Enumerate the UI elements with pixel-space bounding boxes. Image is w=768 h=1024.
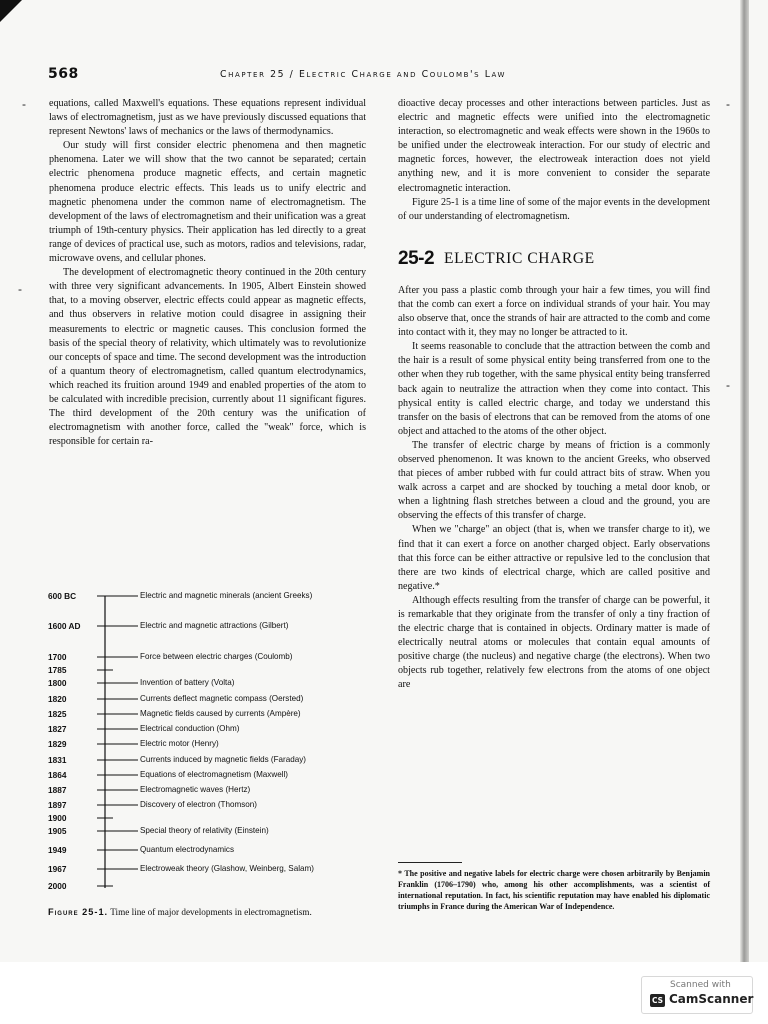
timeline-event: Electroweak theory (Glashow, Weinberg, Salam) <box>140 864 314 873</box>
timeline-year: 600 BC <box>48 591 77 601</box>
timeline-year: 1905 <box>48 826 67 836</box>
timeline-year: 1967 <box>48 864 67 874</box>
timeline-year: 1864 <box>48 770 67 780</box>
right-paragraph: Figure 25-1 is a time line of some of the major events in the development of our understanding of electromagnetism. <box>398 196 710 222</box>
watermark-caption: Scanned with <box>670 980 731 990</box>
left-paragraph: Our study will first consider electric phenomena and then magnetic phenomena. Later we will show that the two cannot be separated; certain electric phenomena produce magnetic effects, and certain magnetic phenomena produce electric effects. This leads us to unify electric and magnetic phenomena under the common name of electromagnetism. The development of the laws of electromagnetism and their unification was a great triumph of 19th-century physics. Their application has led directly to a great range of devices of practical use, such as motors, radios and televisions, radar, microwave ovens, and cellular phones. <box>49 140 366 265</box>
timeline-event: Electric motor (Henry) <box>140 739 219 748</box>
timeline-event: Electromagnetic waves (Hertz) <box>140 785 251 794</box>
margin-mark: - <box>22 97 26 111</box>
figure-caption-text: Time line of major developments in electromagnetism. <box>110 907 312 917</box>
section-title: ELECTRIC CHARGE <box>444 249 595 267</box>
timeline-event: Currents deflect magnetic compass (Oersted) <box>140 694 304 703</box>
timeline-year: 1949 <box>48 845 67 855</box>
scan-corner-shadow <box>0 0 22 22</box>
timeline-year: 1600 AD <box>48 621 81 631</box>
timeline-year: 1825 <box>48 709 67 719</box>
timeline-event: Equations of electromagnetism (Maxwell) <box>140 770 288 779</box>
timeline-event: Force between electric charges (Coulomb) <box>140 652 293 661</box>
page-number: 568 <box>48 66 79 82</box>
page-edge-shadow <box>740 0 749 962</box>
timeline-year: 1827 <box>48 724 67 734</box>
timeline-year: 1900 <box>48 813 67 823</box>
section-heading <box>398 247 710 271</box>
timeline-year: 1829 <box>48 739 67 749</box>
timeline-event: Discovery of electron (Thomson) <box>140 800 257 809</box>
running-head: Chapter 25 / Electric Charge and Coulomb's Law <box>220 69 507 80</box>
timeline-year: 1800 <box>48 678 67 688</box>
figure-caption <box>48 906 366 919</box>
footnote: * The positive and negative labels for electric charge were chosen arbitrarily by Benjamin Franklin (1706–1790) who, among his other accomplishments, was a scientist of international reputation. In fact, his scientific reputation may have enabled his diplomatic triumphs in France during the American War of Independence. <box>398 869 710 912</box>
camscanner-logo-icon: CS <box>651 996 664 1005</box>
timeline-year: 1820 <box>48 694 67 704</box>
right-paragraph: The transfer of electric charge by means of friction is a commonly observed phenomenon. It was known to the ancient Greeks, who observed that pieces of amber rubbed with fur could attract bits of straw. When you walk across a carpet and are shocked by touching a metal door knob, or when a lightning flash stretches between a cloud and the ground, you are observing the effects of this transfer of charge. <box>398 439 710 522</box>
timeline-event: Invention of battery (Volta) <box>140 678 235 687</box>
left-paragraph: equations, called Maxwell's equations. These equations represent individual laws of electromagnetism, just as we have previously discussed equations that represent Newtons' laws of mechanics or the laws of thermodynamics. <box>49 98 366 138</box>
timeline-year: 1831 <box>48 755 67 765</box>
timeline-year: 2000 <box>48 881 67 891</box>
timeline-event: Quantum electrodynamics <box>140 845 235 854</box>
timeline-event: Magnetic fields caused by currents (Ampère) <box>140 709 301 718</box>
left-column <box>49 97 366 449</box>
timeline-event: Electric and magnetic attractions (Gilbert) <box>140 621 289 630</box>
timeline-event: Electrical conduction (Ohm) <box>140 724 240 733</box>
footnote-rule <box>398 862 462 863</box>
left-paragraph: The development of electromagnetic theory continued in the 20th century with three very significant advancements. In 1905, Albert Einstein showed that, to a moving observer, electric effects could appear as magnetic effects, and thus observers in relative motion could disagree in assigning their measurements to electric or magnetic causes. This conclusion formed the basis of the special theory of relativity, which ultimately was to revolutionize our concepts of space and time. The second development was the introduction of a quantum theory of electromagnetism, called quantum electrodynamics, which reached its fruition around 1949 and enabled properties of the atom to be calculated with incredible precision, currently about 11 significant figures. The third development of the 20th century was the unification of electromagnetism with another force, called the "weak" force, which is responsible for certain ra- <box>49 267 366 448</box>
right-paragraph: dioactive decay processes and other interactions between particles. Just as electric and magnetic effects were unified into the electromagnetic interaction, so electromagnetic and weak effects were shown in the 1960s to be unified under the electroweak interaction. For our study of electric and magnetic forces, however, the electroweak interaction does not yield anything new, and it is more convenient to consider the separate electromagnetic interaction. <box>398 98 710 194</box>
right-paragraph: When we "charge" an object (that is, when we transfer charge to it), we find that it can exert a force on another charged object. Early observations that this force can be either attractive or repulsive led to the conclusion that there are two kinds of electrical charge, which are called positive and negative.* <box>398 524 710 592</box>
right-paragraph: Although effects resulting from the transfer of charge can be powerful, it is remarkable that they originate from the transfer of only a tiny fraction of the electric charge that is contained in objects. Ordinary matter is made of electrically neutral atoms or molecules that contain equal amounts of positive charge (the nucleus) and negative charge (the electrons). When two objects rub together, relatively few electrons from the atoms of one object are <box>398 594 710 691</box>
margin-mark: - <box>726 97 730 111</box>
camscanner-watermark <box>641 976 753 1014</box>
margin-mark: - <box>18 282 22 296</box>
timeline-year: 1897 <box>48 800 67 810</box>
timeline-event: Special theory of relativity (Einstein) <box>140 826 269 835</box>
watermark-brand: CamScanner <box>669 992 754 1006</box>
margin-mark: - <box>726 378 730 392</box>
timeline-figure <box>48 588 378 898</box>
section-number: 25-2 <box>398 247 435 269</box>
right-paragraph: It seems reasonable to conclude that the attraction between the comb and the hair is a result of some physical entity being transferred from one to the other when they rub together, with the same physical entity being transferred back again to neutralize the attraction when they come into contact. This physical entity is called electric charge, and today we understand this transfer on the basis of electrons that can be removed from the atoms of one object and attached to the atoms of the other object. <box>398 341 710 437</box>
timeline-event: Currents induced by magnetic fields (Faraday) <box>140 755 306 764</box>
right-paragraph: After you pass a plastic comb through your hair a few times, you will find that the comb can exert a force on individual strands of your hair. You may also observe that, once the strands of hair are attracted to the comb and come into contact with it, they may no longer be attracted to it. <box>398 284 710 339</box>
right-column <box>398 97 710 693</box>
timeline-event: Electric and magnetic minerals (ancient Greeks) <box>140 591 313 600</box>
timeline-year: 1887 <box>48 785 67 795</box>
timeline-year: 1785 <box>48 665 67 675</box>
timeline-year: 1700 <box>48 652 67 662</box>
figure-label: Figure 25-1. <box>48 907 109 917</box>
